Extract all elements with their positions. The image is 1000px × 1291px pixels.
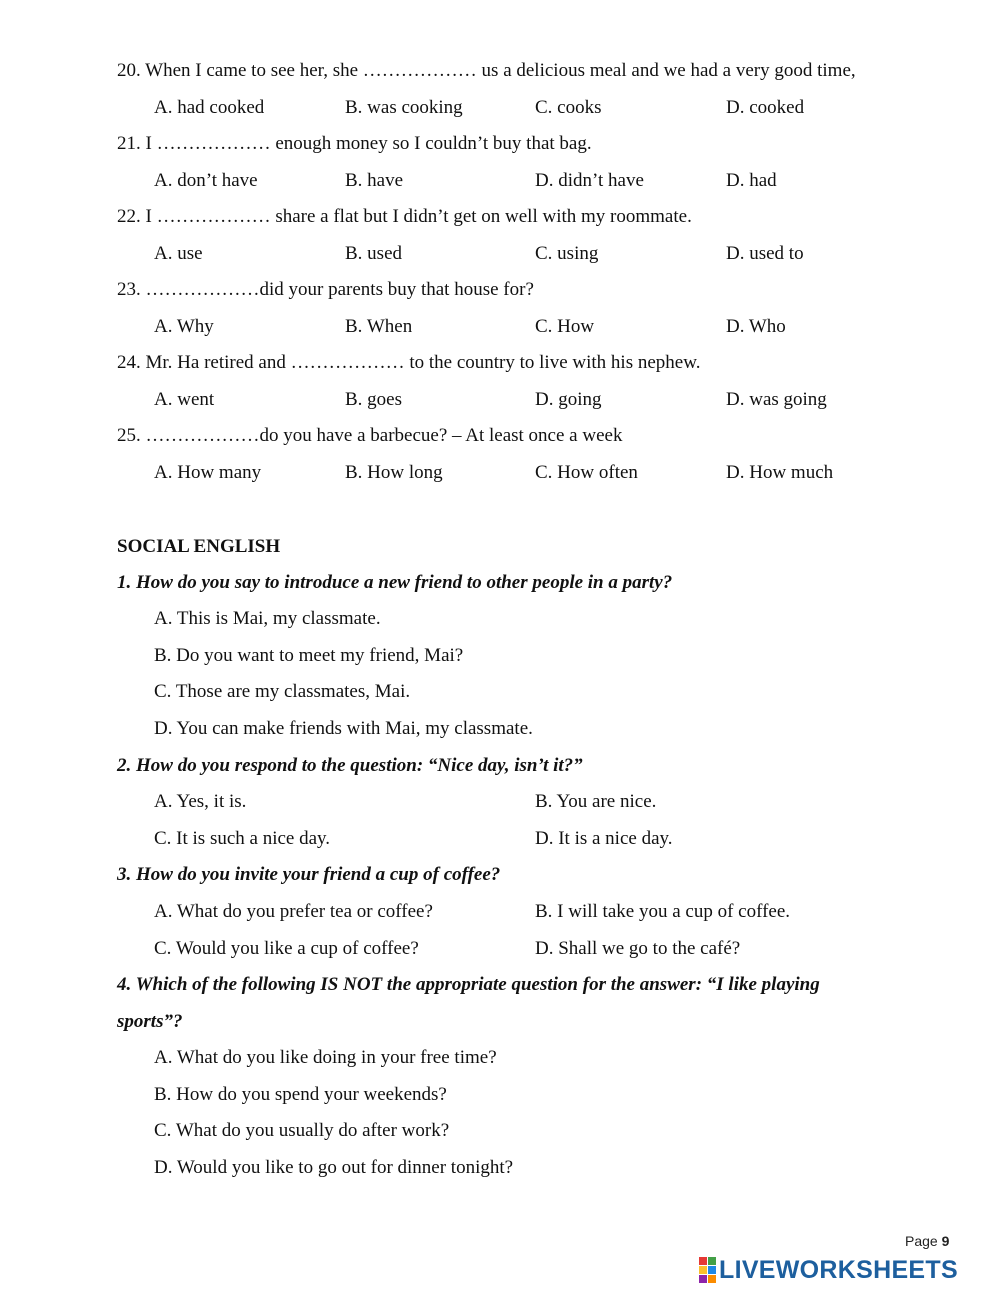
logo-square: [699, 1257, 707, 1265]
option-a[interactable]: A. went: [154, 389, 215, 410]
question-stem: 25. ………………do you have a barbecue? – At least once a week: [117, 425, 623, 446]
option-d[interactable]: D. Would you like to go out for dinner tonight?: [154, 1157, 514, 1178]
option-d[interactable]: D. It is a nice day.: [535, 828, 673, 849]
question-stem: 22. I ……………… share a flat but I didn’t get on well with my roommate.: [117, 206, 692, 227]
option-b[interactable]: B. goes: [345, 389, 402, 410]
option-d[interactable]: D. used to: [726, 243, 804, 264]
question-stem: 23. ………………did your parents buy that house for?: [117, 279, 534, 300]
option-c[interactable]: C. How often: [535, 462, 638, 483]
option-b[interactable]: B. have: [345, 170, 404, 191]
section-heading: SOCIAL ENGLISH: [117, 536, 281, 557]
option-a[interactable]: A. don’t have: [154, 170, 258, 191]
option-b[interactable]: B. When: [345, 316, 413, 337]
option-c[interactable]: C. What do you usually do after work?: [154, 1120, 450, 1141]
option-a[interactable]: A. had cooked: [154, 97, 265, 118]
option-b[interactable]: B. How long: [345, 462, 443, 483]
option-c[interactable]: D. didn’t have: [535, 170, 644, 191]
question-text: 1. How do you say to introduce a new friend to other people in a party?: [117, 572, 673, 593]
option-c[interactable]: C. Those are my classmates, Mai.: [154, 681, 411, 702]
page-number: [905, 1233, 949, 1249]
option-d[interactable]: D. cooked: [726, 97, 805, 118]
option-a[interactable]: A. What do you prefer tea or coffee?: [154, 901, 433, 922]
question-text-line-1: 4. Which of the following IS NOT the appropriate question for the answer: “I like playing: [117, 974, 820, 995]
option-d[interactable]: D. You can make friends with Mai, my classmate.: [154, 718, 533, 739]
logo-text: LIVEWORKSHEETS: [719, 1256, 958, 1284]
option-c[interactable]: C. It is such a nice day.: [154, 828, 331, 849]
logo-square: [699, 1266, 707, 1274]
option-d[interactable]: D. How much: [726, 462, 834, 483]
option-c[interactable]: C. using: [535, 243, 599, 264]
question-text: 3. How do you invite your friend a cup of coffee?: [117, 864, 501, 885]
option-a[interactable]: A. How many: [154, 462, 262, 483]
option-c[interactable]: C. How: [535, 316, 595, 337]
logo-squares-icon: [699, 1257, 716, 1283]
option-a[interactable]: A. What do you like doing in your free time?: [154, 1047, 497, 1068]
logo-square: [708, 1266, 716, 1274]
option-d[interactable]: D. Who: [726, 316, 786, 337]
option-c[interactable]: D. going: [535, 389, 602, 410]
option-b[interactable]: B. used: [345, 243, 402, 264]
question-stem: 24. Mr. Ha retired and ……………… to the country to live with his nephew.: [117, 352, 701, 373]
question-text-line-2: sports”?: [117, 1011, 183, 1032]
option-b[interactable]: B. I will take you a cup of coffee.: [535, 901, 791, 922]
option-a[interactable]: A. use: [154, 243, 203, 264]
option-b[interactable]: B. You are nice.: [535, 791, 657, 812]
option-d[interactable]: D. had: [726, 170, 777, 191]
option-b[interactable]: B. Do you want to meet my friend, Mai?: [154, 645, 464, 666]
question-text: 2. How do you respond to the question: “Nice day, isn’t it?”: [117, 755, 583, 776]
logo-square: [699, 1275, 707, 1283]
option-b[interactable]: B. was cooking: [345, 97, 463, 118]
option-a[interactable]: A. Yes, it is.: [154, 791, 247, 812]
option-d[interactable]: D. was going: [726, 389, 827, 410]
question-stem: 21. I ……………… enough money so I couldn’t buy that bag.: [117, 133, 592, 154]
question-stem: 20. When I came to see her, she ……………… us a delicious meal and we had a very good time,: [117, 60, 856, 81]
option-b[interactable]: B. How do you spend your weekends?: [154, 1084, 447, 1105]
option-c[interactable]: C. cooks: [535, 97, 602, 118]
option-a[interactable]: A. This is Mai, my classmate.: [154, 608, 381, 629]
logo-square: [708, 1275, 716, 1283]
liveworksheets-logo: [699, 1257, 958, 1283]
logo-square: [708, 1257, 716, 1265]
option-d[interactable]: D. Shall we go to the café?: [535, 938, 741, 959]
page-label-text: Page: [905, 1233, 938, 1249]
option-c[interactable]: C. Would you like a cup of coffee?: [154, 938, 419, 959]
option-a[interactable]: A. Why: [154, 316, 214, 337]
page-number-value: 9: [941, 1233, 950, 1249]
